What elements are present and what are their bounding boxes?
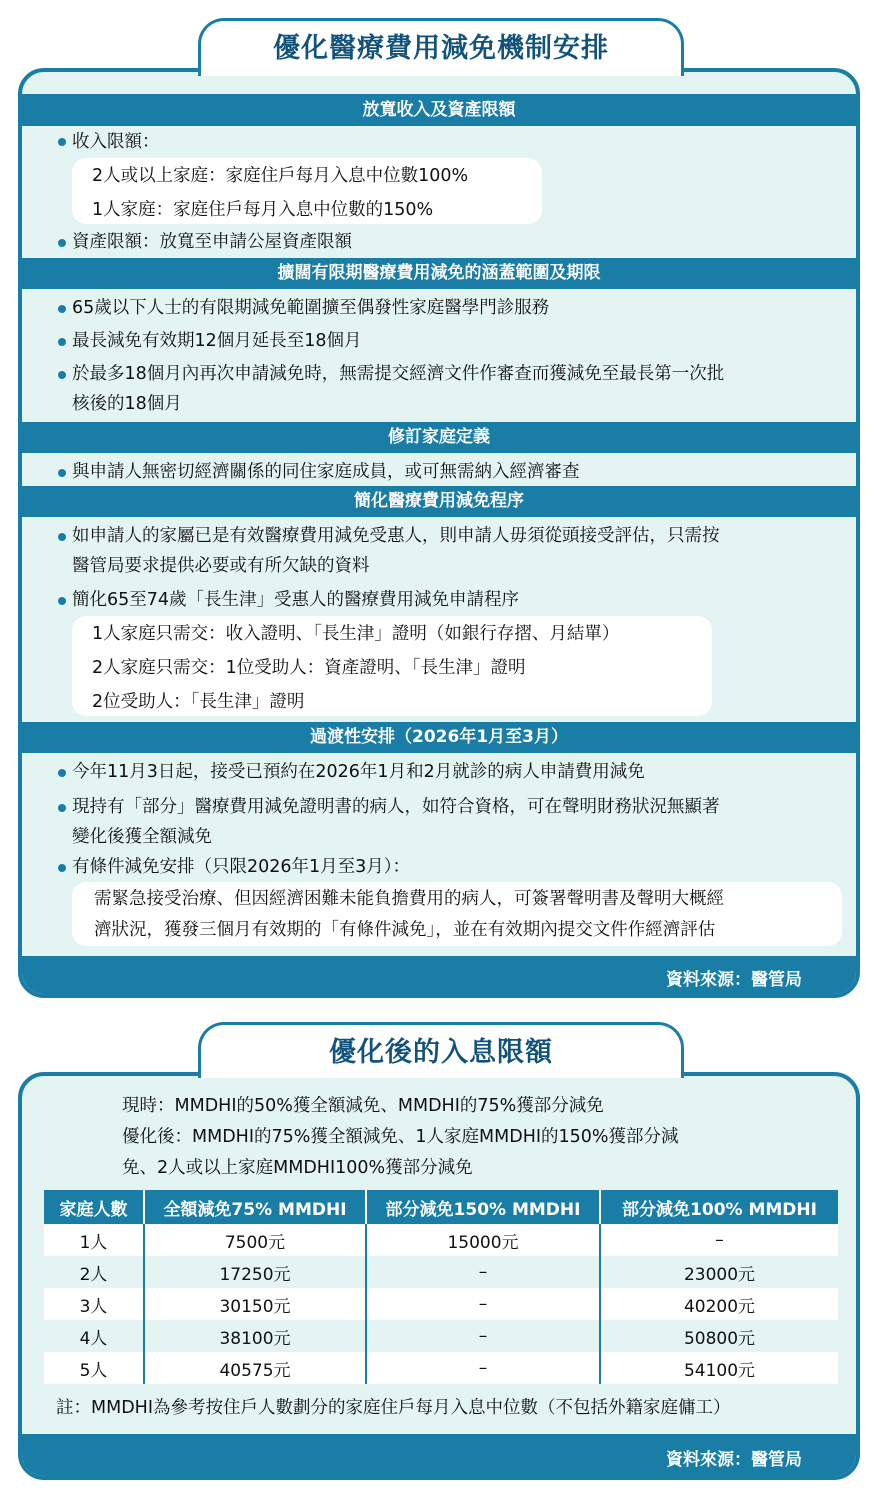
table-header: 部分減免150% MMDHI <box>366 1190 600 1224</box>
table-cell: – <box>366 1256 600 1288</box>
bullet-text-continued: 核後的18個月 <box>72 394 182 414</box>
table-cell: – <box>366 1320 600 1352</box>
table-cell: 50800元 <box>600 1320 838 1352</box>
bullet-text: 收入限額： <box>72 132 160 152</box>
income-limit-table <box>44 1190 838 1384</box>
bullet-text-continued: 變化後獲全額減免 <box>72 827 212 847</box>
table-cell: 4人 <box>44 1320 144 1352</box>
sub-item: 2人或以上家庭：家庭住戶每月入息中位數100% <box>92 166 469 186</box>
section-header: 放寬收入及資產限額 <box>22 94 856 126</box>
section-header: 過渡性安排（2026年1月至3月） <box>22 722 856 753</box>
bullet-icon <box>58 864 66 872</box>
bullet-text: 與申請人無密切經濟關係的同住家庭成員，或可無需納入經濟審查 <box>72 462 580 482</box>
table-cell: 15000元 <box>366 1224 600 1256</box>
bullet-icon <box>58 469 66 477</box>
table-row <box>44 1288 838 1320</box>
table-cell: 54100元 <box>600 1352 838 1384</box>
table-cell: 40575元 <box>144 1352 366 1384</box>
table-cell: 1人 <box>44 1224 144 1256</box>
box2-title-tab <box>198 1022 684 1078</box>
bullet-text: 今年11月3日起，接受已預約在2026年1月和2月就診的病人申請費用減免 <box>72 762 645 782</box>
bullet-icon <box>58 597 66 605</box>
bullet-icon <box>58 305 66 313</box>
table-row <box>44 1352 838 1384</box>
bullet-text: 最長減免有效期12個月延長至18個月 <box>72 331 362 351</box>
table-cell: 3人 <box>44 1288 144 1320</box>
sub-item: 1人家庭：家庭住戶每月入息中位數的150% <box>92 200 434 220</box>
sub-item: 濟狀況，獲發三個月有效期的「有條件減免」，並在有效期內提交文件作經濟評估 <box>94 920 716 940</box>
table-row <box>44 1224 838 1256</box>
table-cell: 30150元 <box>144 1288 366 1320</box>
sub-item: 2位受助人：「長生津」證明 <box>92 692 305 712</box>
table-cell: 40200元 <box>600 1288 838 1320</box>
box1-title: 優化醫療費用減免機制安排 <box>273 33 609 64</box>
bullet-text: 65歲以下人士的有限期減免範圍擴至偶發性家庭醫學門診服務 <box>72 298 550 318</box>
table-cell: 7500元 <box>144 1224 366 1256</box>
bullet-text: 如申請人的家屬已是有效醫療費用減免受惠人，則申請人毋須從頭接受評估，只需按 <box>72 526 720 546</box>
table-note: 註：MMDHI為參考按住戶人數劃分的家庭住戶每月入息中位數（不包括外籍家庭傭工） <box>56 1398 731 1418</box>
section-header: 擴闊有限期醫療費用減免的涵蓋範圍及期限 <box>22 258 856 289</box>
bullet-icon <box>58 138 66 146</box>
bullet-text: 簡化65至74歲「長生津」受惠人的醫療費用減免申請程序 <box>72 590 520 610</box>
box1-title-tab <box>198 18 684 76</box>
bullet-text: 資產限額：放寬至申請公屋資產限額 <box>72 232 352 252</box>
bullet-text: 有條件減免安排（只限2026年1月至3月）： <box>72 857 411 877</box>
bullet-icon <box>58 239 66 247</box>
bullet-icon <box>58 338 66 346</box>
bullet-icon <box>58 769 66 777</box>
table-header: 部分減免100% MMDHI <box>600 1190 838 1224</box>
table-cell: 2人 <box>44 1256 144 1288</box>
bullet-text: 現持有「部分」醫療費用減免證明書的病人，如符合資格，可在聲明財務狀況無顯著 <box>72 797 720 817</box>
sub-item: 2人家庭只需交：1位受助人：資產證明、「長生津」證明 <box>92 658 526 678</box>
bullet-text: 於最多18個月內再次申請減免時，無需提交經濟文件作審查而獲減免至最長第一次批 <box>72 364 725 384</box>
table-cell: 38100元 <box>144 1320 366 1352</box>
box2-title: 優化後的入息限額 <box>329 1037 553 1068</box>
box2-source: 資料來源：醫管局 <box>666 1450 802 1470</box>
sub-item: 需緊急接受治療、但因經濟困難未能負擔費用的病人，可簽署聲明書及聲明大概經 <box>94 889 724 909</box>
table-header: 家庭人數 <box>44 1190 144 1224</box>
table-cell: 5人 <box>44 1352 144 1384</box>
intro-text: 現時：MMDHI的50%獲全額減免、MMDHI的75%獲部分減免 <box>122 1096 604 1116</box>
table-header: 全額減免75% MMDHI <box>144 1190 366 1224</box>
bullet-icon <box>58 804 66 812</box>
bullet-icon <box>58 371 66 379</box>
table-cell: 17250元 <box>144 1256 366 1288</box>
bullet-icon <box>58 533 66 541</box>
table-cell: – <box>366 1288 600 1320</box>
table-row <box>44 1256 838 1288</box>
table-cell: 23000元 <box>600 1256 838 1288</box>
section-header: 修訂家庭定義 <box>22 422 856 453</box>
sub-item: 1人家庭只需交：收入證明、「長生津」證明（如銀行存摺、月結單） <box>92 624 620 644</box>
box1-source: 資料來源：醫管局 <box>666 970 802 990</box>
table-row <box>44 1320 838 1352</box>
table-cell: – <box>600 1224 838 1256</box>
table-cell: – <box>366 1352 600 1384</box>
intro-text: 免、2人或以上家庭MMDHI100%獲部分減免 <box>122 1158 473 1178</box>
bullet-text-continued: 醫管局要求提供必要或有所欠缺的資料 <box>72 556 370 576</box>
box2-panel <box>18 1072 860 1480</box>
intro-text: 優化後：MMDHI的75%獲全額減免、1人家庭MMDHI的150%獲部分減 <box>122 1127 679 1147</box>
box1-panel <box>18 68 860 998</box>
section-header: 簡化醫療費用減免程序 <box>22 486 856 517</box>
